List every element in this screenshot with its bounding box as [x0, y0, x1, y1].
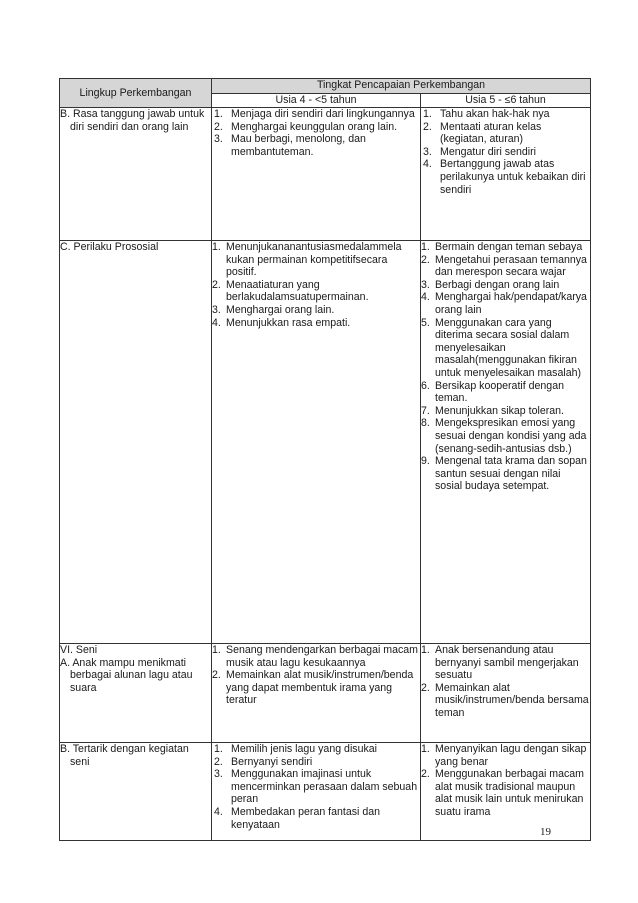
item-number: 2.	[212, 278, 221, 291]
list-item	[421, 743, 590, 768]
achievement-cell-4-5	[212, 743, 421, 841]
item-number: 2.	[423, 120, 432, 133]
item-text: Mengekspresikan emosi yang sesuai dengan kondisi yang ada (senang-sedih-antusias dsb.)	[435, 417, 587, 455]
list-item	[212, 317, 420, 330]
achievement-cell-4-5	[212, 241, 421, 644]
item-text: Memilih jenis lagu yang disukai	[231, 743, 378, 755]
item-number: 4.	[423, 158, 432, 171]
item-number: 2.	[214, 120, 223, 133]
list-item	[421, 417, 590, 455]
list-item	[212, 241, 420, 279]
item-text: Bernyanyi sendiri	[231, 755, 313, 768]
item-number: 1.	[421, 743, 430, 755]
item-number: 1.	[214, 108, 223, 120]
list-item	[421, 768, 590, 818]
aspect-cell	[60, 743, 212, 841]
achievement-list	[421, 743, 590, 819]
item-text: Membedakan peran fantasi dan kenyataan	[231, 805, 381, 831]
list-item	[421, 146, 590, 159]
item-number: 7.	[421, 404, 430, 417]
item-text: Anak bersenandung atau bernyanyi sambil mengerjakan sesuatu	[435, 644, 579, 682]
aspect-cell	[60, 241, 212, 644]
item-text: Menggunakan cara yang diterima secara sosial dalam menyelesaikan masalah(menggunakan fikiran untuk menyelesaikan masalah)	[435, 316, 582, 379]
aspect-label: VI. Seni	[60, 644, 98, 656]
table-row	[60, 241, 591, 644]
item-number: 1.	[421, 241, 430, 253]
item-text: Berbagi dengan orang lain	[435, 278, 560, 291]
list-item	[421, 254, 590, 279]
item-text: Menyanyikan lagu dengan sikap yang benar	[435, 743, 587, 768]
item-number: 4.	[214, 805, 223, 818]
achievement-cell-4-5	[212, 108, 421, 241]
item-text: Menghargai keunggulan orang lain.	[231, 120, 398, 133]
item-number: 4.	[212, 316, 221, 329]
item-text: Menunjukkan rasa empati.	[226, 316, 351, 329]
item-number: 2.	[421, 253, 430, 266]
item-number: 2.	[214, 755, 223, 768]
header-tingkat: Tingkat Pencapaian Perkembangan	[212, 79, 591, 94]
development-table	[59, 78, 591, 841]
list-item	[212, 669, 420, 707]
item-number: 1.	[421, 644, 430, 656]
achievement-cell-5-6	[421, 644, 591, 743]
aspect-label: B. Tertarik dengan kegiatan seni	[60, 743, 189, 768]
item-number: 1.	[212, 644, 221, 656]
list-item	[421, 644, 590, 682]
item-number: 1.	[212, 241, 221, 253]
item-number: 6.	[421, 379, 430, 392]
list-item	[212, 108, 420, 121]
item-number: 3.	[423, 145, 432, 158]
aspect-cell	[60, 644, 212, 743]
table-row	[60, 108, 591, 241]
item-text: Menunjukananantusiasmedalammela kukan permainan kompetitifsecara positif.	[226, 241, 402, 279]
item-text: Memainkan alat musik/instrumen/benda bersama teman	[435, 681, 589, 719]
list-item	[212, 806, 420, 831]
header-age-4-5: Usia 4 - <5 tahun	[212, 93, 421, 108]
item-text: Menghargai hak/pendapat/karya orang lain	[435, 291, 587, 316]
list-item	[212, 304, 420, 317]
aspect-label: A. Anak mampu menikmati berbagai alunan lagu atau suara	[60, 656, 193, 694]
aspect-cell	[60, 108, 212, 241]
item-number: 3.	[214, 768, 223, 781]
item-text: Bersikap kooperatif dengan teman.	[435, 379, 564, 405]
list-item	[421, 158, 590, 196]
achievement-cell-5-6	[421, 743, 591, 841]
achievement-list	[212, 241, 420, 329]
item-number: 4.	[421, 291, 430, 304]
list-item	[421, 291, 590, 316]
list-item	[212, 121, 420, 134]
list-item	[212, 743, 420, 756]
item-number: 1.	[214, 743, 223, 755]
item-number: 5.	[421, 316, 430, 329]
item-text: Mengenal tata krama dan sopan santun sesuai dengan nilai sosial budaya setempat.	[435, 455, 587, 493]
aspect-label: B. Rasa tanggung jawab untuk diri sendiri dan orang lain	[60, 108, 205, 133]
item-text: Bermain dengan teman sebaya	[435, 241, 583, 253]
achievement-list	[421, 644, 590, 720]
item-text: Memainkan alat musik/instrumen/benda yang dapat membentuk irama yang teratur	[226, 669, 414, 707]
item-number: 8.	[421, 417, 430, 430]
table-row	[60, 644, 591, 743]
item-number: 2.	[212, 669, 221, 682]
item-text: Menggunakan imajinasi untuk mencerminkan perasaan dalam sebuah peran	[231, 768, 418, 806]
aspect-label: C. Perilaku Prososial	[60, 241, 159, 253]
list-item	[212, 644, 420, 669]
item-text: Menggunakan berbagai macam alat musik tradisional maupun alat musik lain untuk menirukan suatu irama	[435, 768, 584, 818]
item-text: Menghargai orang lain.	[226, 303, 335, 316]
achievement-list	[212, 108, 420, 158]
item-number: 2.	[421, 768, 430, 781]
list-item	[421, 108, 590, 121]
list-item	[421, 121, 590, 146]
achievement-cell-5-6	[421, 108, 591, 241]
list-item	[212, 133, 420, 158]
item-text: Mentaati aturan kelas (kegiatan, aturan)	[440, 120, 542, 146]
list-item	[421, 279, 590, 292]
list-item	[421, 455, 590, 493]
table-row	[60, 743, 591, 841]
item-text: Menunjukkan sikap toleran.	[435, 404, 564, 417]
achievement-list	[212, 743, 420, 831]
item-text: Senang mendengarkan berbagai macam musik atau lagu kesukaannya	[226, 644, 418, 669]
item-text: Mau berbagi, menolong, dan membantuteman.	[231, 133, 366, 158]
achievement-cell-5-6	[421, 241, 591, 644]
table-body	[60, 108, 591, 841]
list-item	[212, 768, 420, 806]
item-number: 3.	[421, 278, 430, 291]
list-item	[421, 241, 590, 254]
item-text: Bertanggung jawab atas perilakunya untuk kebaikan diri sendiri	[440, 158, 586, 196]
achievement-list	[421, 241, 590, 493]
item-text: Mengatur diri sendiri	[440, 145, 536, 158]
item-text: Menaatiaturan yang berlakudalamsuatupermainan.	[226, 278, 369, 304]
page-number: 19	[540, 826, 551, 838]
list-item	[421, 405, 590, 418]
achievement-cell-4-5	[212, 644, 421, 743]
item-number: 3.	[212, 303, 221, 316]
item-text: Mengetahui perasaan temannya dan merespon secara wajar	[435, 253, 587, 279]
list-item	[421, 380, 590, 405]
header-lingkup: Lingkup Perkembangan	[60, 79, 212, 108]
achievement-list	[421, 108, 590, 196]
item-number: 2.	[421, 681, 430, 694]
list-item	[212, 756, 420, 769]
item-number: 3.	[214, 133, 223, 146]
item-text: Tahu akan hak-hak nya	[440, 108, 550, 120]
list-item	[212, 279, 420, 304]
item-number: 9.	[421, 455, 430, 468]
list-item	[421, 682, 590, 720]
item-number: 1.	[423, 108, 432, 120]
list-item	[421, 317, 590, 380]
header-age-5-6: Usia 5 - ≤6 tahun	[421, 93, 591, 108]
achievement-list	[212, 644, 420, 707]
item-text: Menjaga diri sendiri dari lingkungannya	[231, 108, 415, 120]
